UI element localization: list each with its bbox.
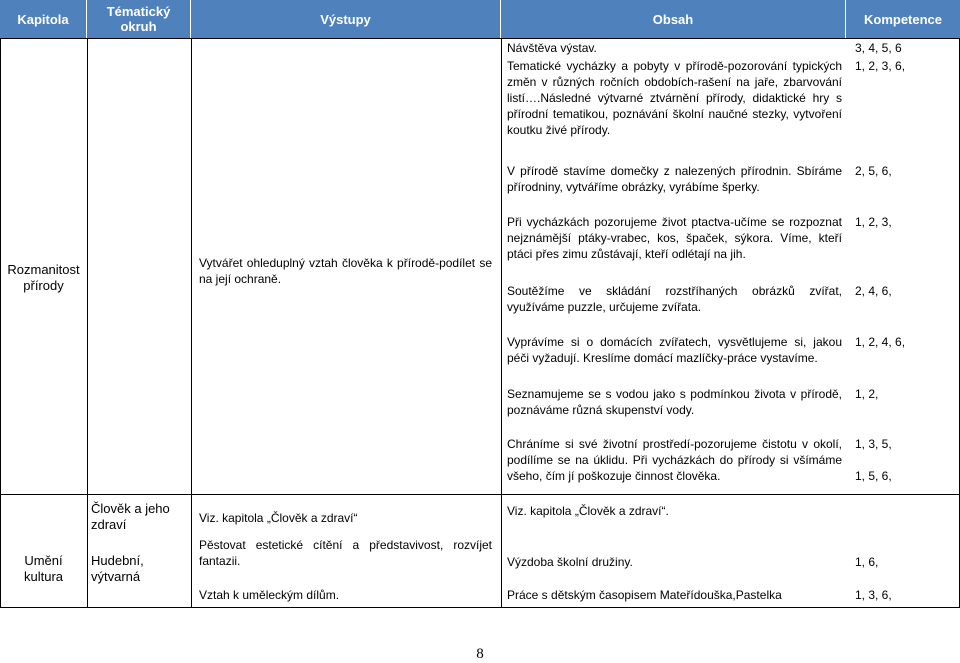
grid-line [87,38,88,608]
header-kompetence-label: Kompetence [863,11,943,27]
nature-obsah-item: Seznamujeme se s vodou jako s podmínkou života v přírodě, poznáváme různá skupenství vody. [507,387,842,417]
nature-obsah-item: Vyprávíme si o domácích zvířatech, vysvětlujeme si, jakou péči vyžadují. Kreslíme domácí mazlíčky-práce vystavíme. [507,335,842,365]
art-obsah-item: Výzdoba školní družiny. [507,555,633,569]
nature-vystup: Vytvářet ohleduplný vztah člověka k přírodě-podílet se na její ochraně. [199,256,492,286]
grid-line [501,38,502,608]
header-vystupy [191,0,501,38]
art-kapitola-line2: kultura [23,569,64,584]
header-okruh [87,0,191,38]
nature-obsah-item: Při vycházkách pozorujeme život ptactva-učíme se rozpoznat nejznámější ptáky-vrabec, kos, špaček, sýkora. Víme, kteří ptáci přes zimu zůstávají, kteří odlétají na jih. [507,215,842,261]
header-kapitola-label: Kapitola [17,11,69,27]
grid-line [0,607,960,608]
art-vystup-item: Vztah k uměleckým dílům. [199,588,340,602]
page-number: 8 [476,646,484,662]
nature-kompetence-item: 1, 2, 3, 6, [855,59,906,73]
nature-obsah-item: Chráníme si své životní prostředí-pozorujeme čistotu v okolí, podílíme se na úklidu. Při vycházkách do přírody si všímáme všeho, čím jí poškozuje činnost člověka. [507,437,842,483]
header-okruh-line2: okruh [120,19,157,34]
header-kompetence [846,0,960,38]
art-vystup-item: Pěstovat estetické cítění a představivost, rozvíjet fantazii. [199,538,492,568]
nature-kapitola-line1: Rozmanitost [7,262,80,277]
art-kompetence-item: 1, 3, 6, [855,588,892,602]
nature-kompetence-item: 1, 2, 3, [855,215,892,229]
header-kapitola [0,0,87,38]
nature-kompetence-item: 2, 4, 6, [855,284,892,298]
art-okruh-b-line2: výtvarná [91,569,141,584]
nature-kompetence-item: 1, 5, 6, [855,469,892,483]
grid-line [0,38,1,608]
art-obsah-item: Práce s dětským časopisem Mateřídouška,Pastelka [507,588,782,602]
nature-kompetence-item: 1, 2, 4, 6, [855,335,906,349]
nature-obsah-item: Návštěva výstav. [507,41,597,55]
art-okruh-a-line1: Člověk a jeho [91,501,170,516]
art-kapitola-line1: Umění [24,553,63,568]
grid-line [0,38,960,39]
nature-obsah-item: Soutěžíme ve skládání rozstříhaných obrázků zvířat, využíváme puzzle, určujeme zvířata. [507,284,842,314]
header-vystupy-label: Výstupy [320,11,371,27]
nature-kompetence-item: 3, 4, 5, 6 [855,41,902,55]
header-obsah [501,0,846,38]
header-okruh-line1: Tématický [106,4,171,19]
grid-line [191,38,192,608]
nature-kapitola-line2: přírody [23,278,64,293]
art-vystup-item: Viz. kapitola „Člověk a zdraví“ [199,511,358,525]
art-okruh-b [91,553,144,585]
art-kapitola [0,553,87,585]
header-obsah-label: Obsah [652,11,694,27]
art-kompetence-item: 1, 6, [855,555,879,569]
art-okruh-a [91,501,170,533]
nature-obsah-item: V přírodě stavíme domečky z nalezených přírodnin. Sbíráme přírodniny, vytváříme obrázky, vyrábíme šperky. [507,164,842,194]
grid-line [0,494,960,495]
art-okruh-b-line1: Hudební, [91,553,144,568]
nature-kompetence-item: 1, 2, [855,387,879,401]
nature-kompetence-item: 1, 3, 5, [855,437,892,451]
nature-kapitola [0,262,87,294]
nature-kompetence-item: 2, 5, 6, [855,164,892,178]
art-obsah-item: Viz. kapitola „Člověk a zdraví“. [507,504,669,518]
nature-obsah-item: Tematické vycházky a pobyty v přírodě-pozorování typických změn v různých ročních obdobích-rašení na jaře, zbarvování listí….Následné výtvarné ztvárnění přírody, didaktické hry s přírodní tematikou, poznávání školní naučné stezky, vytvoření koutku živé přírody. [507,59,842,137]
art-okruh-a-line2: zdraví [91,517,127,532]
